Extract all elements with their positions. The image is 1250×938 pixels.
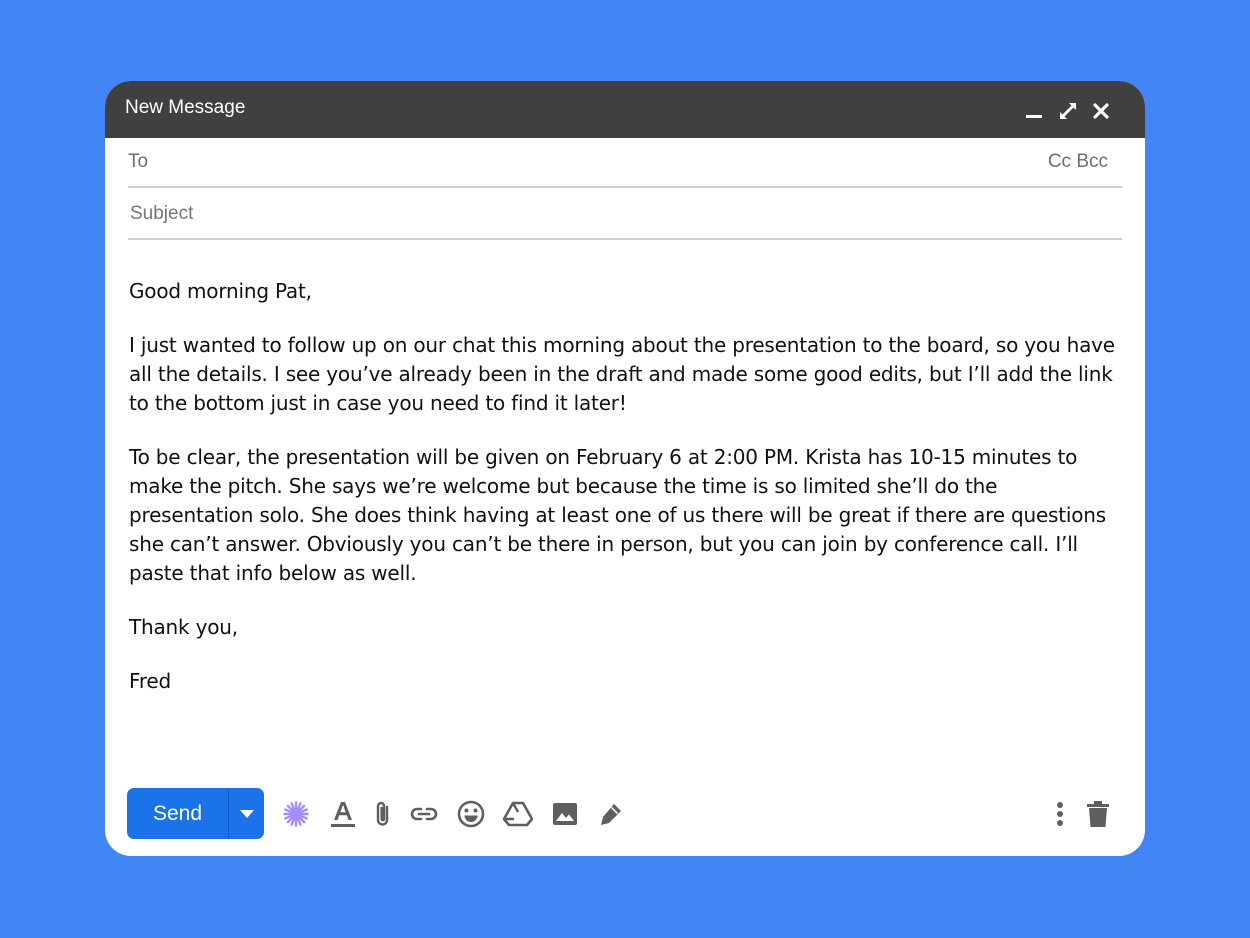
send-button[interactable]: Send: [152, 801, 203, 825]
message-paragraph: To be clear, the presentation will be given on February 6 at 2:00 PM. Krista has 10-15 minutes to make the pitch. She says we’re welcome but because the time is so limited she’ll do the presentation solo. She does think having at least one of us there will be great if there are questions she can’t answer. Obviously you can’t be there in person, but you can join by conference call. I’ll paste that info below as well.: [129, 445, 1107, 585]
message-closing: Thank you,: [129, 615, 238, 639]
close-button[interactable]: [1088, 98, 1114, 124]
drive-button[interactable]: [502, 798, 534, 830]
trash-icon: [1087, 801, 1109, 827]
discard-draft-button[interactable]: [1082, 798, 1114, 830]
signature-pen-icon: [598, 801, 624, 827]
to-field[interactable]: [128, 138, 1122, 188]
close-icon: [1092, 102, 1110, 120]
message-greeting: Good morning Pat,: [129, 279, 312, 303]
message-body[interactable]: [129, 277, 1124, 721]
image-icon: [552, 802, 578, 826]
to-input[interactable]: [178, 146, 1002, 178]
insert-link-button[interactable]: [408, 798, 440, 830]
window-title: New Message: [125, 97, 246, 118]
compose-window: [105, 81, 1145, 856]
compose-toolbar: [127, 788, 1121, 840]
signature-button[interactable]: [595, 798, 627, 830]
drive-icon: [503, 801, 533, 827]
send-button-group: [127, 788, 264, 839]
more-options-icon: [1056, 801, 1064, 827]
attach-icon: [374, 800, 392, 828]
attach-button[interactable]: [367, 798, 399, 830]
insert-photo-button[interactable]: [549, 798, 581, 830]
formatting-button[interactable]: [327, 798, 359, 830]
ai-assist-button[interactable]: [280, 798, 312, 830]
expand-icon: [1058, 101, 1078, 121]
send-options-button[interactable]: [229, 788, 264, 839]
to-label: To: [128, 151, 149, 172]
message-paragraph: I just wanted to follow up on our chat this morning about the presentation to the board, so you have all the details. I see you’ve already been in the draft and made some good edits, but I’ll add the link to the bottom just in case you need to find it later!: [129, 333, 1115, 415]
subject-field[interactable]: [128, 190, 1122, 240]
ai-sparkle-icon: [283, 801, 309, 827]
emoji-button[interactable]: [455, 798, 487, 830]
minimize-button[interactable]: [1021, 98, 1047, 124]
cc-bcc-link[interactable]: Cc Bcc: [1047, 151, 1108, 172]
more-options-button[interactable]: [1044, 798, 1076, 830]
emoji-icon: [457, 800, 485, 828]
link-icon: [409, 805, 439, 823]
subject-input[interactable]: [128, 198, 1002, 230]
minimize-icon: [1024, 101, 1044, 121]
message-signature: Fred: [129, 669, 172, 693]
compose-titlebar[interactable]: [105, 81, 1145, 138]
text-format-icon: [330, 800, 356, 828]
fullscreen-button[interactable]: [1055, 98, 1081, 124]
caret-down-icon: [240, 810, 254, 818]
